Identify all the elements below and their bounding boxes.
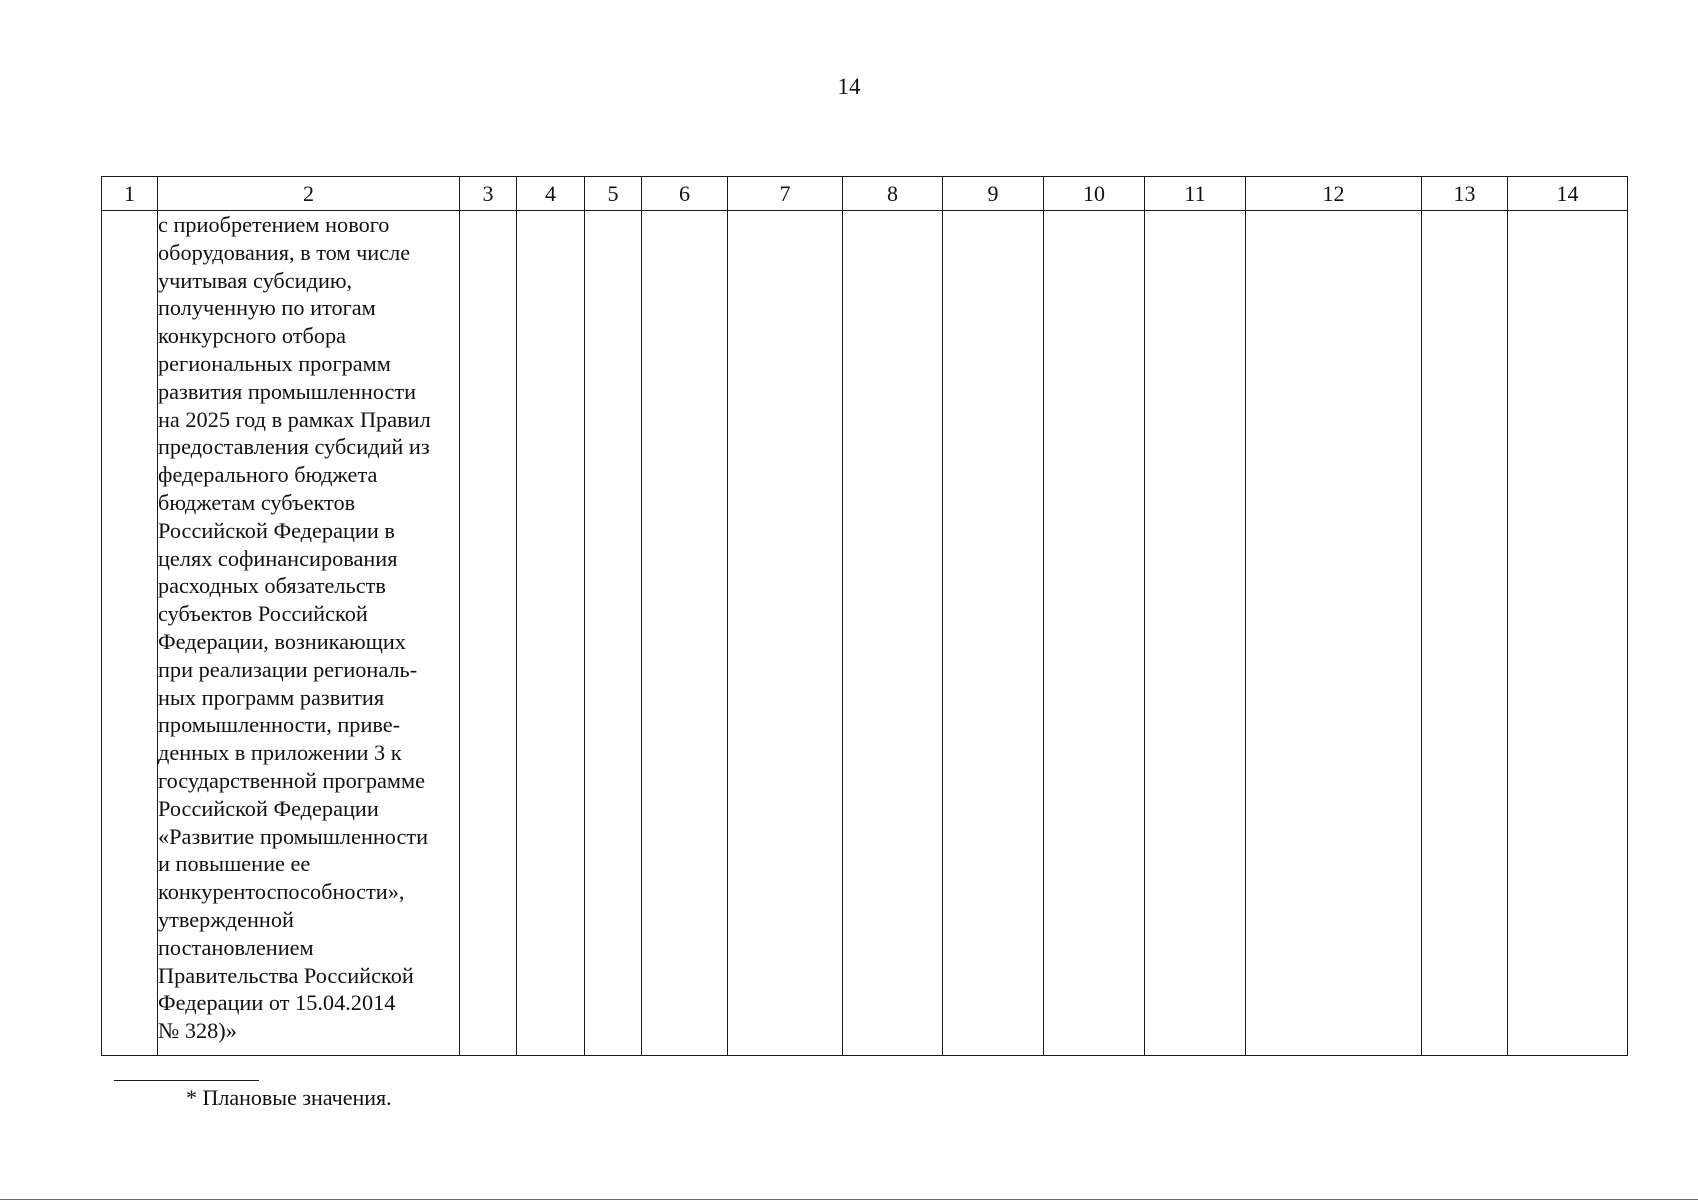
column-header-11: 11 (1145, 177, 1246, 211)
description-line: федерального бюджета (158, 462, 378, 488)
cell-col-1 (102, 211, 158, 1056)
data-table (101, 176, 1628, 1056)
column-header-7: 7 (728, 177, 843, 211)
column-header-4: 4 (517, 177, 585, 211)
description-line: Российской Федерации (158, 795, 379, 821)
column-header-8: 8 (843, 177, 943, 211)
description-line: полученную по итогам (158, 295, 376, 321)
cell-col-12 (1246, 211, 1422, 1056)
description-line: расходных обязательств (158, 573, 386, 599)
description-line: целях софинансирования (158, 545, 398, 571)
description-line: конкурсного отбора (158, 323, 347, 349)
column-header-13: 13 (1422, 177, 1508, 211)
cell-col-13 (1422, 211, 1508, 1056)
header-row (102, 177, 1628, 211)
cell-col-3 (460, 211, 517, 1056)
description-cell (158, 211, 460, 1056)
cell-col-4 (517, 211, 585, 1056)
column-header-3: 3 (460, 177, 517, 211)
cell-col-6 (642, 211, 728, 1056)
column-header-14: 14 (1508, 177, 1628, 211)
column-header-5: 5 (585, 177, 642, 211)
description-line: с приобретением нового (158, 212, 390, 237)
cell-col-14 (1508, 211, 1628, 1056)
cell-col-7 (728, 211, 843, 1056)
description-line: промышленности, приве- (158, 712, 401, 738)
description-line: региональных программ (158, 350, 391, 376)
column-header-6: 6 (642, 177, 728, 211)
column-header-2: 2 (158, 177, 460, 211)
page-number: 14 (837, 74, 861, 99)
table-body (102, 211, 1628, 1056)
description-line: бюджетам субъектов (158, 489, 356, 515)
description-line: развития промышленности (158, 378, 417, 404)
description-line: конкурентоспособности», (158, 879, 405, 905)
description-line: Российской Федерации в (158, 517, 395, 543)
cell-col-8 (843, 211, 943, 1056)
description-line: предоставления субсидий из (158, 434, 430, 460)
description-line: Федерации, возникающих (158, 628, 406, 654)
cell-col-11 (1145, 211, 1246, 1056)
description-line: Федерации от 15.04.2014 (158, 990, 396, 1016)
column-header-1: 1 (102, 177, 158, 211)
description-line: при реализации региональ- (158, 656, 418, 682)
description-line: субъектов Российской (158, 601, 368, 627)
description-line: «Развитие промышленности (158, 823, 429, 849)
description-line: государственной программе (158, 767, 426, 793)
cell-col-5 (585, 211, 642, 1056)
footnote-divider (114, 1080, 259, 1081)
description-line: утвержденной (158, 906, 294, 932)
description-line: денных в приложении 3 к (158, 740, 402, 766)
description-line: Правительства Российской (158, 962, 414, 988)
description-line: учитывая субсидию, (158, 267, 353, 293)
description-line: ных программ развития (158, 684, 385, 710)
cell-col-9 (943, 211, 1044, 1056)
cell-col-10 (1044, 211, 1145, 1056)
description-line: и повышение ее (158, 851, 311, 877)
description-line: № 328)» (158, 1018, 237, 1044)
table-header (102, 177, 1628, 211)
column-header-10: 10 (1044, 177, 1145, 211)
column-header-12: 12 (1246, 177, 1422, 211)
description-line: на 2025 год в рамках Правил (158, 406, 431, 432)
column-header-9: 9 (943, 177, 1044, 211)
footnote: * Плановые значения. (186, 1085, 392, 1110)
description-line: постановлением (158, 934, 314, 960)
table-row (102, 211, 1628, 1056)
description-line: оборудования, в том числе (158, 239, 411, 265)
